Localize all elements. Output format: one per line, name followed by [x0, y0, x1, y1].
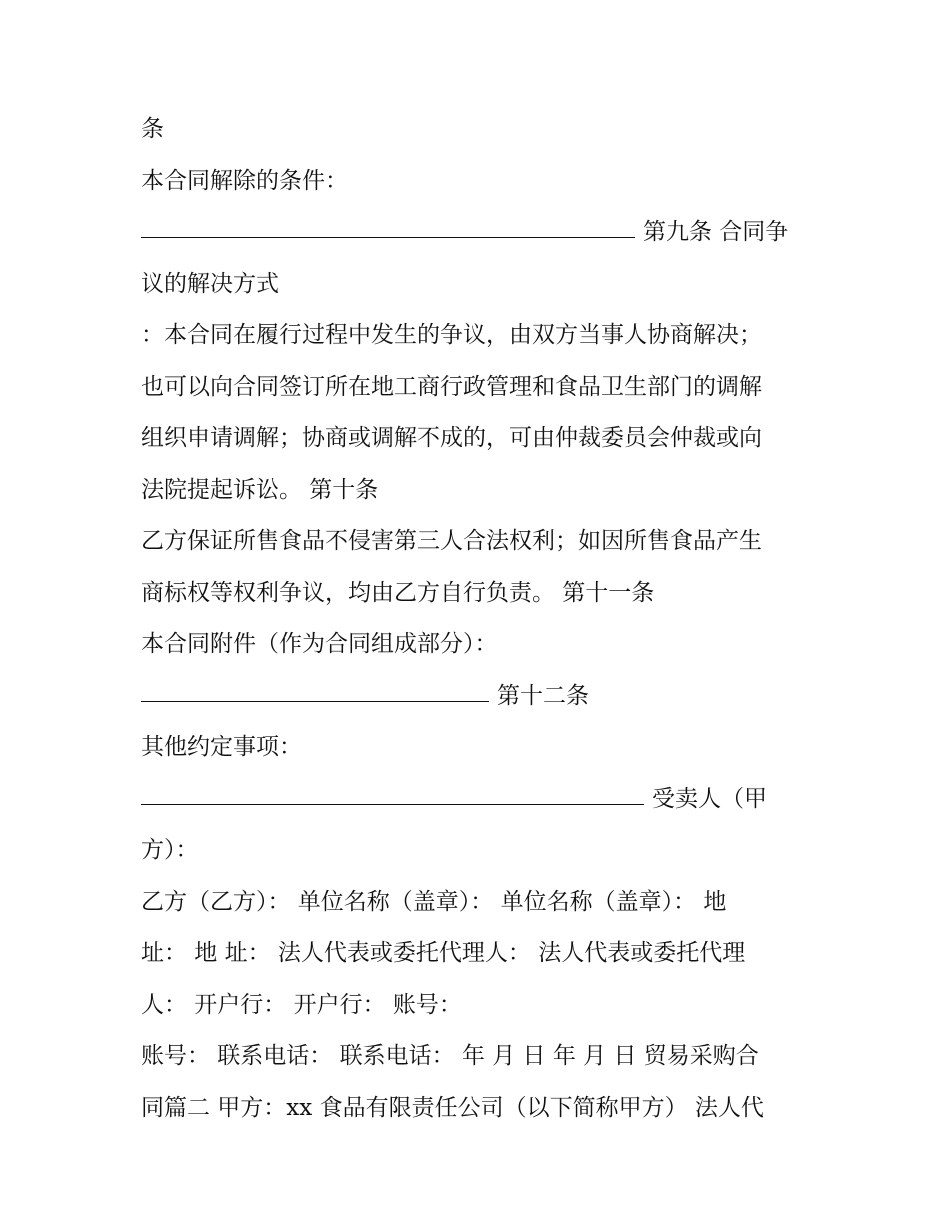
text-line: [141, 207, 831, 259]
text-line: 址： 地 址： 法人代表或委托代理人： 法人代表或委托代理: [141, 940, 746, 966]
fill-in-blank: [141, 774, 644, 805]
text-line: 组织申请调解；协商或调解不成的，可由仲裁委员会仲裁或向: [141, 425, 762, 451]
text-line: 乙方（乙方）： 单位名称（盖章）： 单位名称（盖章）： 地: [141, 888, 727, 915]
fill-in-blank: [141, 671, 489, 702]
text-line: ：本合同在履行过程中发生的争议，由双方当事人协商解决；: [141, 322, 762, 348]
text-line: [141, 671, 831, 723]
text-line: 人： 开户行： 开户行： 账号：: [141, 991, 462, 1018]
text-line: 法院提起诉讼。 第十条: [141, 476, 379, 503]
document-body: [141, 104, 831, 1134]
clause-heading: 第十二条: [497, 682, 589, 709]
text-line: 商标权等权利争议，均由乙方自行负责。 第十一条: [141, 579, 655, 606]
clause-heading: 第九条 合同争: [643, 219, 789, 245]
text-line: 方）：: [141, 837, 199, 863]
text-line: 账号： 联系电话： 联系电话： 年 月 日 年 月 日 贸易采购合: [141, 1043, 759, 1069]
text-line: 乙方保证所售食品不侵害第三人合法权利；如因所售食品产生: [141, 528, 762, 554]
text-line: [141, 774, 831, 826]
text-line: 条: [141, 116, 164, 142]
text-line: 本合同解除的条件：: [141, 167, 348, 194]
text-line: 同篇二 甲方：xx 食品有限责任公司（以下简称甲方） 法人代: [141, 1094, 764, 1121]
text-line: 本合同附件（作为合同组成部分）：: [141, 631, 498, 657]
text-line: 也可以向合同签订所在地工商行政管理和食品卫生部门的调解: [141, 373, 762, 400]
party-label: 受卖人（甲: [652, 785, 767, 812]
text-line: 议的解决方式: [141, 270, 279, 297]
fill-in-blank: [141, 207, 635, 238]
text-line: 其他约定事项：: [141, 734, 302, 760]
